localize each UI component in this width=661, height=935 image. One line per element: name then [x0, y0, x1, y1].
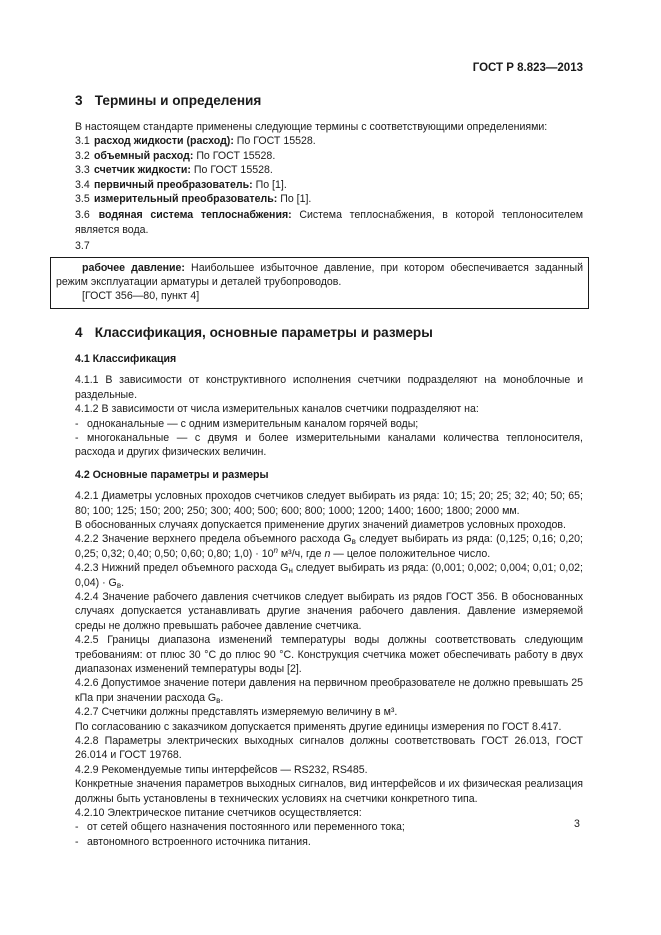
para-4-2-3: 4.2.3 Нижний предел объемного расхода $G_н$ следует выбирать из ряда: (0,001; 0,002; 0,004; 0,01; 0,02; $0,04) \cdot G_в$.	[75, 562, 583, 590]
term-3-7-definition: рабочее давление: Наибольшее избыточное давление, при котором обеспечивается заданный режим эксплуатации арматуры и деталей трубопроводов.	[56, 261, 583, 289]
section-4-title: Классификация, основные параметры и размеры	[94, 324, 433, 340]
section-3-intro: В настоящем стандарте применены следующие термины с соответствующими определениями:	[75, 121, 548, 133]
list-item: - автономного встроенного источника питания.	[75, 835, 311, 848]
term-3-7-number: 3.7	[75, 240, 90, 253]
subsection-4-1-heading: 4.1 Классификация	[75, 352, 177, 365]
section-4-number: 4	[75, 324, 83, 340]
term-3-4: 3.4 первичный преобразователь: По [1].	[75, 178, 287, 191]
para-4-2-5: 4.2.5 Границы диапазона изменений температуры воды должны соответствовать следующим требованиям: от плюс 30 °С до плюс 90 °С. Конструкция счетчика может обеспечивать работу в двух диапазонах изменений температуры воды [2].	[75, 634, 583, 675]
list-item: - одноканальные — с одним измерительным каналом горячей воды;	[75, 417, 419, 430]
term-3-6: 3.6 водяная система теплоснабжения: Система теплоснабжения, в которой теплоносителем является вода.	[75, 209, 583, 236]
list-item: - от сетей общего назначения постоянного или переменного тока;	[75, 821, 405, 834]
para-4-2-1: 4.2.1 Диаметры условных проходов счетчиков следует выбирать из ряда: 10; 15; 20; 25; 32; 40; 50; 65; 80; 100; 125; 150; 200; 250; 300; 400; 500; 600; 800; 1000; 1200; 1400; 1600; 1800; 2000 мм.	[75, 490, 583, 517]
standard-header: ГОСТ Р 8.823—2013	[472, 62, 583, 74]
para-4-2-1-b: В обоснованных случаях допускается применение других значений диаметров условных проходов.	[75, 518, 566, 531]
para-4-2-9: 4.2.9 Рекомендуемые типы интерфейсов — RS232, RS485.	[75, 763, 368, 776]
list-item: - многоканальные — с двумя и более измерительными каналами количества теплоносителя, расхода и других физических величин.	[75, 431, 583, 459]
para-4-2-10: 4.2.10 Электрическое питание счетчиков осуществляется:	[75, 807, 362, 820]
section-3-number: 3	[75, 93, 83, 108]
para-4-2-7: 4.2.7 Счетчики должны представлять измеряемую величину в м³.	[75, 706, 398, 719]
subsection-4-2-heading: 4.2 Основные параметры и размеры	[75, 468, 269, 481]
section-3-title: Термины и определения	[94, 93, 262, 108]
section-3-heading	[75, 92, 583, 110]
term-3-1: 3.1 расход жидкости (расход): По ГОСТ 15528.	[75, 135, 316, 148]
term-3-7-source: [ГОСТ 356—80, пункт 4]	[82, 290, 200, 303]
para-4-2-2: 4.2.2 Значение верхнего предела объемного расхода $G_в$ следует выбирать из ряда: (0,125; 0,16; 0,20; 0,25; 0,32; 0,40; 0,50; 0,60; 0,80; $1,0) \cdot 10^n$ м³/ч, где n — целое положительное число.	[75, 533, 584, 560]
para-4-2-7-b: По согласованию с заказчиком допускается применять другие единицы измерения по ГОСТ 8.417.	[75, 720, 562, 733]
para-4-2-4: 4.2.4 Значение рабочего давления счетчиков следует выбирать из рядов ГОСТ 356. В обоснованных случаях допускается устанавливать другие значения рабочего давления. Давление измеряемой среды не должно превышать рабочее давление счетчика.	[75, 590, 583, 632]
para-4-1-2: 4.1.2 В зависимости от числа измерительных каналов счетчики подразделяют на:	[75, 403, 479, 416]
page-content	[56, 92, 584, 849]
para-4-2-9-b: Конкретные значения параметров выходных сигналов, вид интерфейсов и их физическая реализация должны быть установлены в технических условиях на счетчики конкретного типа.	[75, 778, 583, 805]
term-3-7-box	[50, 257, 589, 309]
section-4-heading	[75, 324, 583, 342]
term-3-2: 3.2 объемный расход: По ГОСТ 15528.	[75, 149, 276, 162]
para-4-2-8: 4.2.8 Параметры электрических выходных сигналов должны соответствовать ГОСТ 26.013, ГОСТ 26.014 и ГОСТ 19768.	[75, 735, 583, 762]
term-3-5: 3.5 измерительный преобразователь: По [1].	[75, 193, 312, 206]
term-3-3: 3.3 счетчик жидкости: По ГОСТ 15528.	[75, 164, 273, 177]
para-4-1-1: 4.1.1 В зависимости от конструктивного исполнения счетчики подразделяют на моноблочные и раздельные.	[75, 374, 583, 401]
page-number: 3	[574, 818, 580, 830]
para-4-2-6: 4.2.6 Допустимое значение потери давления на первичном преобразователе не должно превышать 25 кПа при значении расхода $G_в$.	[75, 677, 583, 705]
